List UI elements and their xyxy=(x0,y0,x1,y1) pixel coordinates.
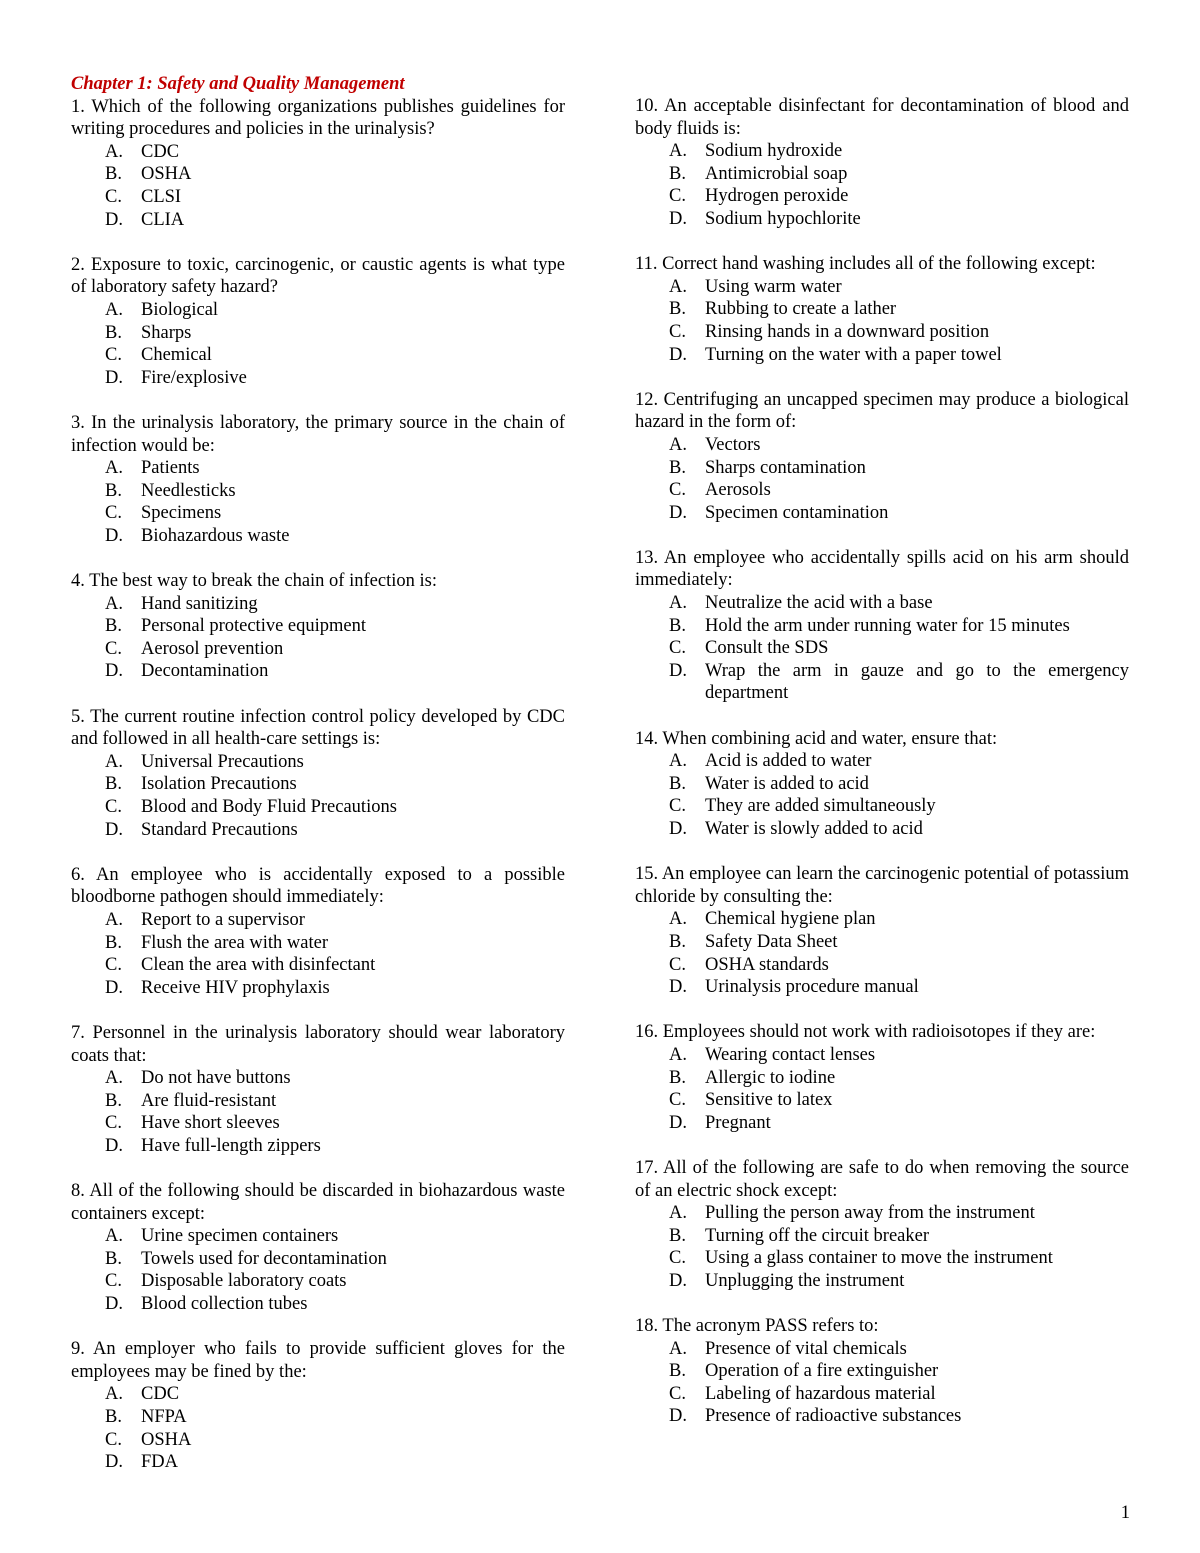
option-text: Allergic to iodine xyxy=(705,1067,836,1088)
option-letter: D. xyxy=(669,819,687,839)
option-letter: A. xyxy=(669,1044,687,1065)
question-item xyxy=(71,864,565,1000)
chapter-title: Chapter 1: Safety and Quality Management xyxy=(71,74,405,94)
answer-option xyxy=(635,1383,1129,1406)
answer-option xyxy=(71,932,565,955)
option-letter: C. xyxy=(105,797,122,817)
option-text: Biological xyxy=(141,299,219,320)
answer-option xyxy=(635,276,1129,299)
question-stem: 5. The current routine infection control policy developed by CDC and followed in all health-care settings is: xyxy=(71,706,565,750)
option-text: Urine specimen containers xyxy=(141,1226,339,1247)
question-item xyxy=(635,253,1129,366)
option-letter: D. xyxy=(669,977,687,998)
option-letter: D. xyxy=(669,502,687,523)
option-text: Towels used for decontamination xyxy=(141,1248,387,1269)
option-text: Pregnant xyxy=(705,1112,771,1133)
question-item xyxy=(71,96,565,232)
option-text: Decontamination xyxy=(141,661,269,682)
question-stem: 13. An employee who accidentally spills acid on his arm should immediately: xyxy=(635,547,1129,591)
option-letter: D. xyxy=(105,209,123,230)
option-text: Presence of vital chemicals xyxy=(705,1338,907,1359)
answer-option xyxy=(635,976,1129,999)
answer-option xyxy=(635,1202,1129,1225)
option-letter: D. xyxy=(105,661,123,682)
option-text: Acid is added to water xyxy=(705,751,872,772)
answer-options xyxy=(71,1225,565,1315)
option-text: NFPA xyxy=(141,1407,187,1428)
option-text: Receive HIV prophylaxis xyxy=(141,977,330,998)
question-item xyxy=(71,1338,565,1474)
option-text: Water is slowly added to acid xyxy=(705,819,923,839)
option-letter: C. xyxy=(669,186,686,207)
option-text: Sodium hydroxide xyxy=(705,141,843,162)
answer-option xyxy=(71,819,565,842)
option-letter: B. xyxy=(669,773,686,794)
option-letter: C. xyxy=(669,1248,686,1269)
answer-option xyxy=(635,1089,1129,1112)
question-item xyxy=(71,706,565,842)
answer-option xyxy=(635,931,1129,954)
option-text: Biohazardous waste xyxy=(141,525,290,546)
option-text: CLSI xyxy=(141,186,182,207)
option-text: Sensitive to latex xyxy=(705,1090,833,1111)
answer-option xyxy=(635,773,1129,796)
answer-option xyxy=(635,344,1129,367)
left-column xyxy=(71,73,565,1496)
option-letter: B. xyxy=(669,163,686,184)
answer-option xyxy=(71,322,565,345)
answer-option xyxy=(71,163,565,186)
option-letter: B. xyxy=(105,616,122,637)
option-letter: A. xyxy=(105,751,123,772)
option-text: Sharps xyxy=(141,322,192,343)
option-letter: D. xyxy=(105,977,123,998)
answer-option xyxy=(635,1112,1129,1135)
answer-option xyxy=(635,954,1129,977)
option-letter: D. xyxy=(105,525,123,546)
answer-option xyxy=(635,479,1129,502)
answer-option xyxy=(635,1067,1129,1090)
option-letter: B. xyxy=(669,457,686,478)
option-text: Chemical xyxy=(141,345,212,366)
answer-options xyxy=(635,434,1129,524)
answer-option xyxy=(71,638,565,661)
option-letter: C. xyxy=(105,1429,122,1450)
question-item xyxy=(71,1180,565,1316)
answer-option xyxy=(635,298,1129,321)
option-text: Operation of a fire extinguisher xyxy=(705,1361,939,1382)
answer-options xyxy=(635,140,1129,230)
option-letter: A. xyxy=(669,1203,687,1224)
answer-option xyxy=(71,977,565,1000)
option-text: Flush the area with water xyxy=(141,932,328,953)
option-text: OSHA standards xyxy=(705,954,829,975)
answer-option xyxy=(71,141,565,164)
option-letter: D. xyxy=(105,1135,123,1156)
answer-options xyxy=(635,276,1129,366)
option-letter: A. xyxy=(105,299,123,320)
answer-option xyxy=(635,1360,1129,1383)
answer-options xyxy=(635,750,1129,840)
option-letter: C. xyxy=(669,321,686,342)
answer-option xyxy=(71,751,565,774)
option-letter: D. xyxy=(669,1270,687,1291)
answer-options xyxy=(71,1383,565,1473)
option-text: Sharps contamination xyxy=(705,457,866,478)
option-text: Wearing contact lenses xyxy=(705,1044,876,1065)
answer-option xyxy=(635,660,1129,705)
answer-option xyxy=(71,209,565,232)
option-letter: C. xyxy=(105,345,122,366)
option-letter: A. xyxy=(105,1384,123,1405)
answer-option xyxy=(635,434,1129,457)
option-text: Fire/explosive xyxy=(141,367,247,388)
answer-options xyxy=(635,592,1129,705)
option-letter: B. xyxy=(105,480,122,501)
answer-option xyxy=(635,208,1129,231)
answer-option xyxy=(71,1270,565,1293)
option-letter: B. xyxy=(669,1361,686,1382)
answer-option xyxy=(71,1293,565,1316)
option-letter: B. xyxy=(105,322,122,343)
option-letter: C. xyxy=(105,955,122,976)
question-stem: 11. Correct hand washing includes all of the following except: xyxy=(635,254,1096,275)
option-text: Hold the arm under running water for 15 minutes xyxy=(705,615,1070,636)
answer-option xyxy=(71,480,565,503)
option-text: Rinsing hands in a downward position xyxy=(705,321,990,342)
option-letter: A. xyxy=(669,434,687,455)
answer-option xyxy=(71,525,565,548)
answer-option xyxy=(71,954,565,977)
answer-option xyxy=(635,750,1129,773)
answer-option xyxy=(635,637,1129,660)
question-stem: 10. An acceptable disinfectant for decontamination of blood and body fluids is: xyxy=(635,96,1129,139)
option-letter: D. xyxy=(669,1112,687,1133)
option-text: Turning on the water with a paper towel xyxy=(705,344,1002,365)
answer-option xyxy=(635,1247,1129,1270)
option-text: Unplugging the instrument xyxy=(705,1270,905,1291)
option-text: Neutralize the acid with a base xyxy=(705,593,933,614)
question-stem: 8. All of the following should be discarded in biohazardous waste containers except: xyxy=(71,1181,565,1224)
answer-option xyxy=(71,615,565,638)
option-letter: B. xyxy=(669,1225,686,1246)
option-letter: C. xyxy=(669,1090,686,1111)
answer-option xyxy=(71,1248,565,1271)
option-text: OSHA xyxy=(141,1429,192,1450)
option-letter: C. xyxy=(669,954,686,975)
answer-option xyxy=(71,367,565,390)
option-text: Vectors xyxy=(705,434,761,455)
option-text: Personal protective equipment xyxy=(141,616,367,637)
option-letter: C. xyxy=(669,1383,686,1404)
answer-options xyxy=(71,1067,565,1157)
option-letter: B. xyxy=(105,1248,122,1269)
right-column xyxy=(635,95,1129,1451)
answer-option xyxy=(635,502,1129,525)
option-text: Hand sanitizing xyxy=(141,593,258,614)
answer-option xyxy=(71,593,565,616)
question-item xyxy=(71,412,565,548)
option-letter: A. xyxy=(105,141,123,162)
option-text: Chemical hygiene plan xyxy=(705,909,876,930)
option-letter: D. xyxy=(105,819,123,840)
question-item xyxy=(635,728,1129,841)
option-letter: D. xyxy=(669,208,687,229)
option-text: They are added simultaneously xyxy=(705,796,936,817)
answer-options xyxy=(71,593,565,683)
option-text: Have short sleeves xyxy=(141,1113,280,1134)
option-text: Disposable laboratory coats xyxy=(141,1271,347,1292)
option-letter: D. xyxy=(669,660,687,681)
option-letter: C. xyxy=(105,1271,122,1292)
option-text: Antimicrobial soap xyxy=(705,163,848,184)
answer-option xyxy=(635,1225,1129,1248)
answer-options xyxy=(71,751,565,841)
question-stem: 7. Personnel in the urinalysis laboratory should wear laboratory coats that: xyxy=(71,1022,565,1066)
option-text: CDC xyxy=(141,1384,180,1405)
option-letter: B. xyxy=(105,1090,122,1111)
option-letter: B. xyxy=(105,774,122,795)
option-text: Patients xyxy=(141,458,200,479)
question-stem: 4. The best way to break the chain of infection is: xyxy=(71,571,437,592)
option-letter: B. xyxy=(669,1067,686,1088)
answer-option xyxy=(635,592,1129,615)
option-letter: D. xyxy=(105,1452,123,1473)
option-text: FDA xyxy=(141,1452,179,1473)
answer-options xyxy=(635,908,1129,998)
option-letter: B. xyxy=(105,1407,122,1428)
question-stem: 16. Employees should not work with radioisotopes if they are: xyxy=(635,1022,1096,1043)
option-letter: A. xyxy=(669,909,687,930)
option-text: Rubbing to create a lather xyxy=(705,299,897,320)
question-stem: 18. The acronym PASS refers to: xyxy=(635,1316,879,1337)
answer-option xyxy=(635,163,1129,186)
answer-option xyxy=(635,457,1129,480)
option-letter: B. xyxy=(669,931,686,952)
left-question-list xyxy=(71,96,565,1474)
option-text: Urinalysis procedure manual xyxy=(705,977,919,998)
option-letter: A. xyxy=(105,593,123,614)
answer-option xyxy=(71,502,565,525)
option-letter: A. xyxy=(105,458,123,479)
answer-option xyxy=(635,185,1129,208)
option-letter: A. xyxy=(669,141,687,162)
option-letter: C. xyxy=(105,503,122,524)
option-text: Blood collection tubes xyxy=(141,1294,308,1315)
answer-option xyxy=(635,795,1129,818)
question-item xyxy=(71,1022,565,1158)
answer-option xyxy=(635,818,1129,841)
option-letter: A. xyxy=(105,1068,123,1089)
question-item xyxy=(635,1021,1129,1134)
option-letter: C. xyxy=(669,480,686,501)
answer-options xyxy=(635,1338,1129,1428)
option-letter: D. xyxy=(105,1294,123,1315)
option-letter: D. xyxy=(669,1406,687,1427)
answer-option xyxy=(71,186,565,209)
answer-options xyxy=(71,909,565,999)
option-text: Safety Data Sheet xyxy=(705,931,838,952)
option-text: Blood and Body Fluid Precautions xyxy=(141,797,397,817)
option-letter: B. xyxy=(105,932,122,953)
answer-option xyxy=(71,773,565,796)
answer-option xyxy=(71,1225,565,1248)
option-letter: C. xyxy=(669,638,686,659)
option-text: Are fluid-resistant xyxy=(141,1090,277,1111)
option-letter: C. xyxy=(105,1113,122,1134)
question-stem: 6. An employee who is accidentally exposed to a possible bloodborne pathogen should immediately: xyxy=(71,864,565,908)
answer-option xyxy=(71,660,565,683)
question-item xyxy=(635,547,1129,705)
option-letter: C. xyxy=(669,796,686,817)
option-text: Standard Precautions xyxy=(141,819,298,840)
answer-options xyxy=(71,457,565,547)
option-text: Using warm water xyxy=(705,276,842,297)
answer-option xyxy=(71,299,565,322)
option-text: Wrap the arm in gauze and go to the emergency department xyxy=(705,660,1129,704)
option-letter: A. xyxy=(105,1226,123,1247)
answer-option xyxy=(71,796,565,819)
answer-option xyxy=(635,908,1129,931)
question-item xyxy=(635,1157,1129,1293)
answer-option xyxy=(635,1044,1129,1067)
option-text: Specimen contamination xyxy=(705,502,889,523)
question-stem: 9. An employer who fails to provide sufficient gloves for the employees may be fined by the: xyxy=(71,1339,565,1382)
answer-options xyxy=(71,299,565,389)
answer-options xyxy=(635,1044,1129,1134)
option-letter: A. xyxy=(669,1338,687,1359)
answer-option xyxy=(71,1429,565,1452)
option-text: Hydrogen peroxide xyxy=(705,186,849,207)
option-text: Labeling of hazardous material xyxy=(705,1383,936,1404)
answer-options xyxy=(71,141,565,231)
option-text: Have full-length zippers xyxy=(141,1135,321,1156)
answer-option xyxy=(71,1067,565,1090)
answer-option xyxy=(71,1451,565,1474)
option-text: Needlesticks xyxy=(141,480,236,501)
option-text: Pulling the person away from the instrument xyxy=(705,1203,1035,1224)
answer-option xyxy=(635,321,1129,344)
option-letter: B. xyxy=(669,299,686,320)
answer-options xyxy=(635,1202,1129,1292)
option-text: Consult the SDS xyxy=(705,638,829,659)
option-text: Clean the area with disinfectant xyxy=(141,955,376,976)
question-item xyxy=(71,570,565,683)
answer-option xyxy=(71,1090,565,1113)
option-letter: B. xyxy=(669,615,686,636)
option-text: Specimens xyxy=(141,503,222,524)
right-question-list xyxy=(635,95,1129,1428)
answer-option xyxy=(71,344,565,367)
question-stem: 14. When combining acid and water, ensure that: xyxy=(635,728,998,749)
answer-option xyxy=(71,909,565,932)
question-stem: 3. In the urinalysis laboratory, the primary source in the chain of infection would be: xyxy=(71,412,565,456)
option-text: Isolation Precautions xyxy=(141,774,297,795)
answer-option xyxy=(71,457,565,480)
answer-option xyxy=(71,1135,565,1158)
question-stem: 1. Which of the following organizations publishes guidelines for writing procedures and policies in the urinalysis? xyxy=(71,96,565,140)
question-item xyxy=(635,95,1129,231)
question-item xyxy=(635,863,1129,999)
option-letter: B. xyxy=(105,164,122,185)
option-letter: D. xyxy=(669,344,687,365)
option-text: Sodium hypochlorite xyxy=(705,208,861,229)
option-text: Using a glass container to move the instrument xyxy=(705,1248,1053,1269)
answer-option xyxy=(635,1405,1129,1428)
question-stem: 17. All of the following are safe to do when removing the source of an electric shock except: xyxy=(635,1157,1129,1201)
answer-option xyxy=(71,1383,565,1406)
question-item xyxy=(635,1315,1129,1428)
option-text: Water is added to acid xyxy=(705,773,869,794)
option-text: Turning off the circuit breaker xyxy=(705,1225,929,1246)
option-letter: C. xyxy=(105,186,122,207)
question-stem: 2. Exposure to toxic, carcinogenic, or caustic agents is what type of laboratory safety hazard? xyxy=(71,254,565,298)
option-text: Report to a supervisor xyxy=(141,909,305,930)
option-text: Aerosols xyxy=(705,480,771,501)
question-item xyxy=(635,389,1129,525)
answer-option xyxy=(71,1112,565,1135)
option-letter: C. xyxy=(105,638,122,659)
option-letter: A. xyxy=(669,276,687,297)
question-stem: 12. Centrifuging an uncapped specimen may produce a biological hazard in the form of: xyxy=(635,389,1129,433)
option-text: Aerosol prevention xyxy=(141,638,284,659)
answer-option xyxy=(71,1406,565,1429)
option-letter: A. xyxy=(669,751,687,772)
option-text: Universal Precautions xyxy=(141,751,304,772)
question-stem: 15. An employee can learn the carcinogenic potential of potassium chloride by consulting the: xyxy=(635,864,1129,907)
option-letter: D. xyxy=(105,367,123,388)
answer-option xyxy=(635,140,1129,163)
answer-option xyxy=(635,615,1129,638)
option-letter: A. xyxy=(105,909,123,930)
question-item xyxy=(71,254,565,390)
option-letter: A. xyxy=(669,593,687,614)
answer-option xyxy=(635,1270,1129,1293)
option-text: CLIA xyxy=(141,209,185,230)
answer-option xyxy=(635,1338,1129,1361)
option-text: Presence of radioactive substances xyxy=(705,1406,962,1427)
option-text: Do not have buttons xyxy=(141,1068,291,1089)
option-text: OSHA xyxy=(141,164,192,185)
option-text: CDC xyxy=(141,141,180,162)
page-number: 1 xyxy=(1120,1503,1130,1523)
